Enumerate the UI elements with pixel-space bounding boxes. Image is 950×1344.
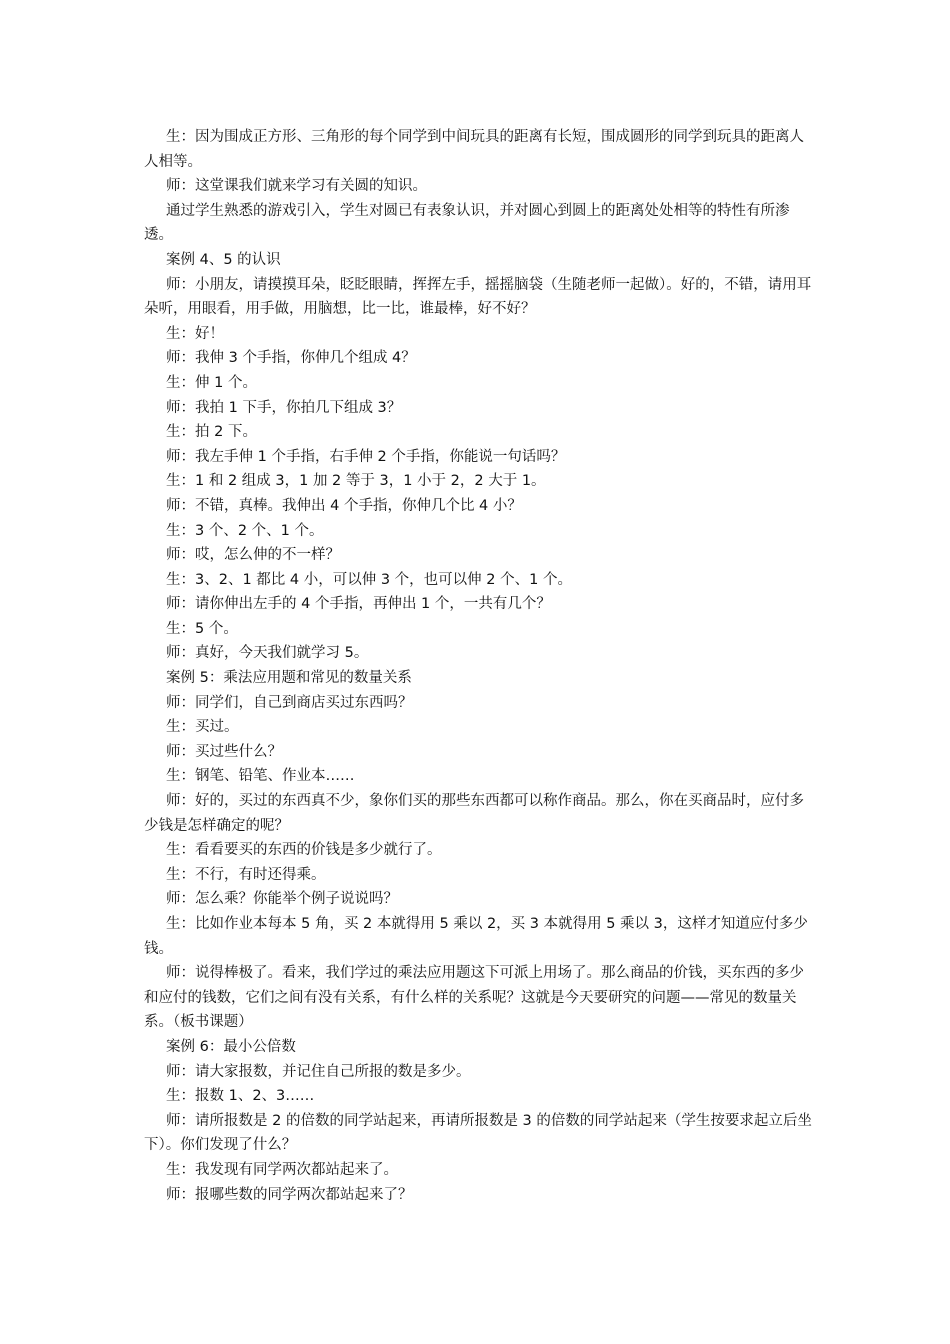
paragraph: 生：3 个、2 个、1 个。	[166, 522, 324, 539]
paragraph: 师：我拍 1 下手，你拍几下组成 3？	[166, 399, 402, 416]
paragraph: 生：买过。	[166, 719, 239, 736]
paragraph: 师：请大家报数，并记住自己所报的数是多少。	[166, 1063, 471, 1080]
paragraph: 生：3、2、1 都比 4 小，可以伸 3 个，也可以伸 2 个、1 个。	[166, 571, 572, 588]
paragraph: 生：1 和 2 组成 3，1 加 2 等于 3，1 小于 2，2 大于 1。	[166, 473, 546, 490]
paragraph: 生：比如作业本每本 5 角，买 2 本就得用 5 乘以 2，买 3 本就得用 5 乘以 3，这样才知道应付多少钱。	[144, 916, 808, 957]
paragraph: 生：看看要买的东西的价钱是多少就行了。	[166, 842, 442, 859]
paragraph: 师：小朋友，请摸摸耳朵，眨眨眼睛，挥挥左手，摇摇脑袋（生随老师一起做）。好的，不错，请用耳朵听，用眼看，用手做，用脑想，比一比，谁最棒，好不好？	[144, 276, 812, 318]
paragraph: 师：买过些什么？	[166, 743, 282, 760]
paragraph: 生：拍 2 下。	[166, 424, 257, 441]
paragraph: 师：请你伸出左手的 4 个手指，再伸出 1 个，一共有几个？	[166, 596, 551, 613]
paragraph: 师：不错，真棒。我伸出 4 个手指，你伸几个比 4 小？	[166, 497, 522, 514]
paragraph: 生：钢笔、铅笔、作业本……	[166, 768, 355, 785]
paragraph: 生：因为围成正方形、三角形的每个同学到中间玩具的距离有长短，围成圆形的同学到玩具的距离人人相等。	[144, 129, 804, 170]
paragraph: 师：请所报数是 2 的倍数的同学站起来，再请所报数是 3 的倍数的同学站起来（学生按要求起立后坐下）。你们发现了什么？	[144, 1112, 812, 1154]
paragraph: 生：5 个。	[166, 620, 238, 637]
paragraph: 师：我伸 3 个手指，你伸几个组成 4？	[166, 350, 416, 367]
paragraph: 师：怎么乘？你能举个例子说说吗？	[166, 891, 398, 908]
paragraph: 生：伸 1 个。	[166, 374, 257, 391]
paragraph: 生：不行，有时还得乘。	[166, 866, 326, 883]
paragraph: 生：报数 1、2、3……	[166, 1088, 315, 1105]
document-body	[144, 125, 816, 1207]
paragraph: 生：我发现有同学两次都站起来了。	[166, 1161, 398, 1178]
section-heading: 案例 5：乘法应用题和常见的数量关系	[166, 670, 412, 687]
paragraph: 师：我左手伸 1 个手指，右手伸 2 个手指，你能说一句话吗？	[166, 448, 566, 465]
section-heading: 案例 4、5 的认识	[166, 251, 281, 268]
paragraph: 师：哎，怎么伸的不一样？	[166, 547, 340, 564]
paragraph: 师：这堂课我们就来学习有关圆的知识。	[166, 178, 427, 195]
paragraph: 师：好的，买过的东西真不少，象你们买的那些东西都可以称作商品。那么，你在买商品时，应付多少钱是怎样确定的呢？	[144, 793, 804, 834]
paragraph: 师：同学们，自己到商店买过东西吗？	[166, 694, 413, 711]
paragraph: 师：真好，今天我们就学习 5。	[166, 645, 369, 662]
paragraph: 师：报哪些数的同学两次都站起来了？	[166, 1186, 413, 1203]
paragraph: 师：说得棒极了。看来，我们学过的乘法应用题这下可派上用场了。那么商品的价钱，买东西的多少和应付的钱数，它们之间有没有关系，有什么样的关系呢？这就是今天要研究的问题——常见的数量关系。（板书课题）	[144, 965, 804, 1031]
paragraph: 通过学生熟悉的游戏引入，学生对圆已有表象认识，并对圆心到圆上的距离处处相等的特性有所渗透。	[144, 202, 790, 244]
paragraph: 生：好！	[166, 325, 224, 342]
section-heading: 案例 6：最小公倍数	[166, 1038, 296, 1055]
